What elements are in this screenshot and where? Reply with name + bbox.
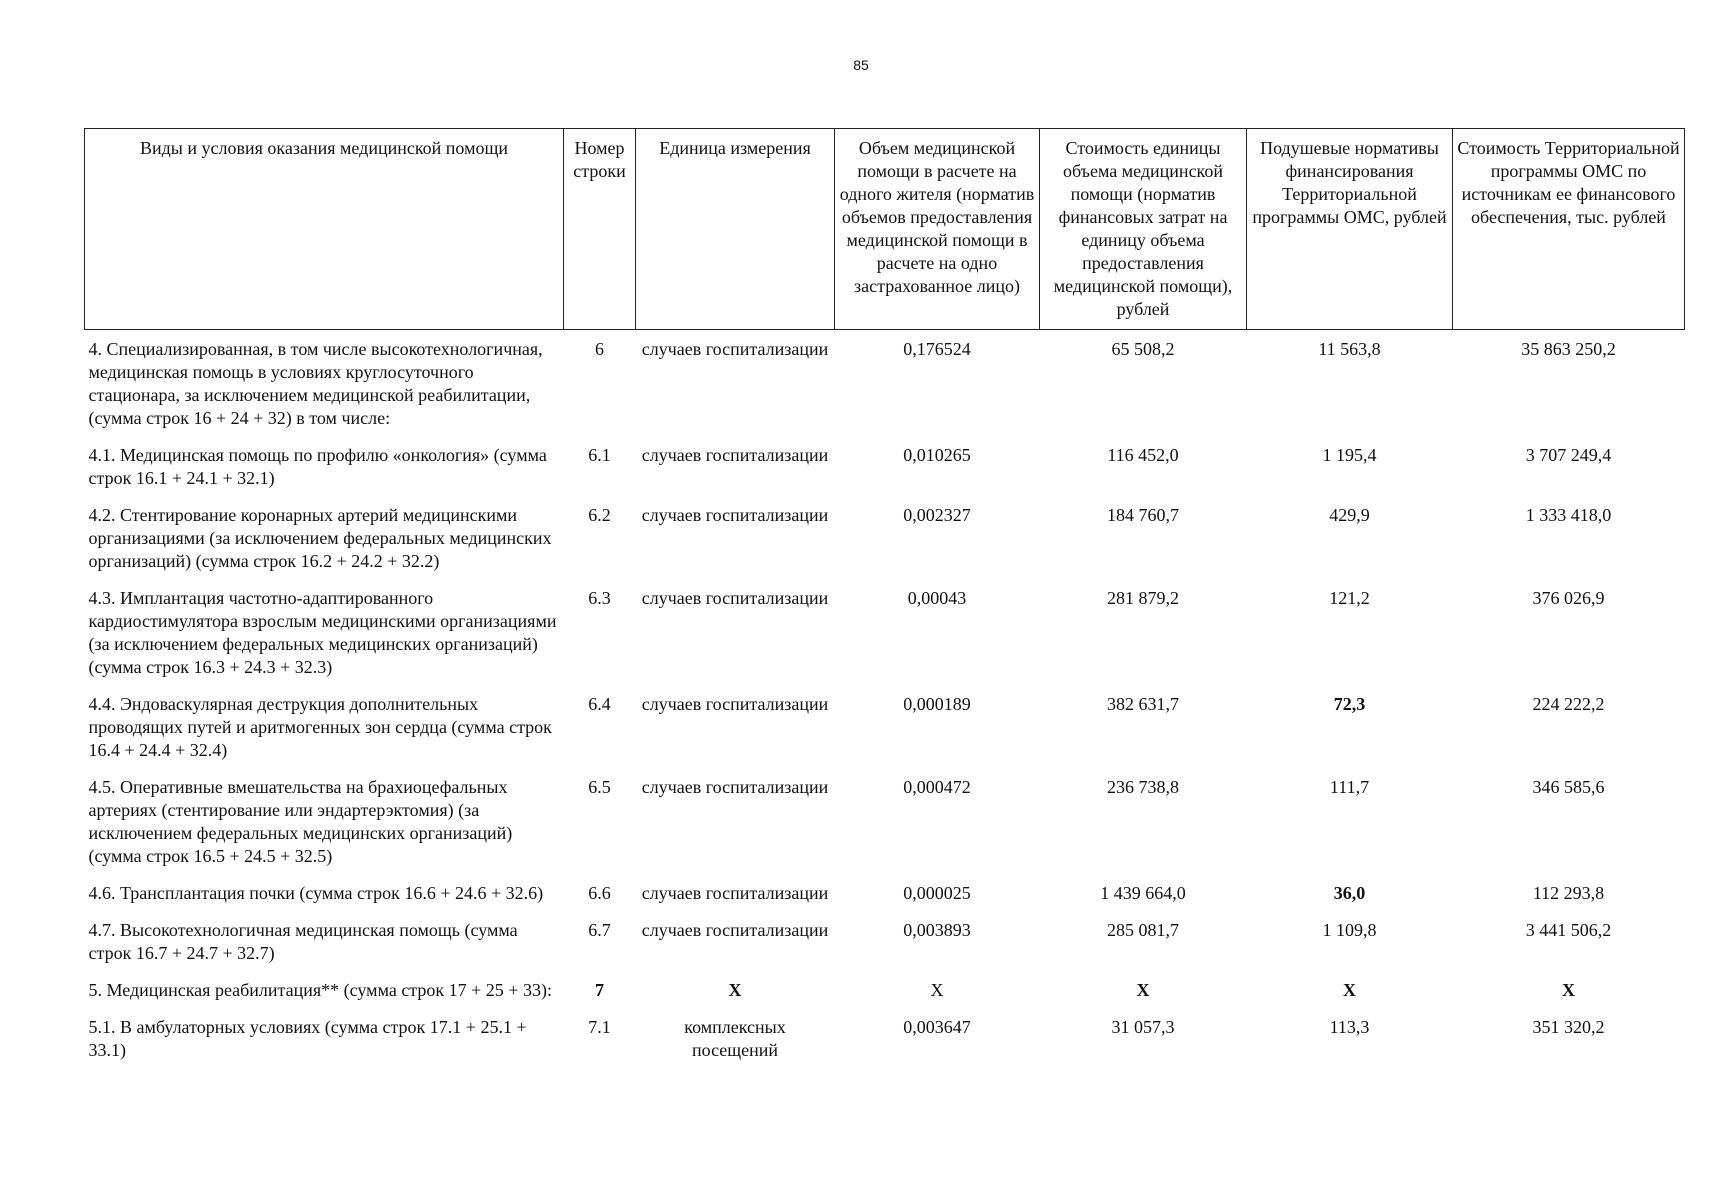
table-row xyxy=(85,979,1685,1016)
financing-table xyxy=(84,128,1685,1076)
row-cost: 184 760,7 xyxy=(1107,505,1179,525)
row-per-capita: 11 563,8 xyxy=(1318,339,1381,359)
header-unit-cost: Стоимость единицы объема медицинской помощи (норматив финансовых затрат на единицу объема предоставления медицинской помощи), рублей xyxy=(1040,129,1247,330)
row-cost: 285 081,7 xyxy=(1107,920,1179,940)
header-row-number: Номер строки xyxy=(564,129,636,330)
table-row xyxy=(85,919,1685,979)
row-name: 5.1. В амбулаторных условиях (сумма строк 17.1 + 25.1 + 33.1) xyxy=(88,1017,527,1060)
row-per-capita: Х xyxy=(1343,980,1356,1000)
row-volume: Х xyxy=(930,980,944,1000)
row-total: 35 863 250,2 xyxy=(1521,339,1616,359)
row-total: 351 320,2 xyxy=(1532,1017,1605,1037)
row-name: 4.4. Эндоваскулярная деструкция дополнительных проводящих путей и аритмогенных зон сердца (сумма строк 16.4 + 24.4 + 32.4) xyxy=(88,694,552,760)
row-unit: случаев госпитализации xyxy=(641,777,829,797)
row-per-capita: 72,3 xyxy=(1333,694,1366,714)
row-name: 5. Медицинская реабилитация** (сумма строк 17 + 25 + 33): xyxy=(88,980,552,1000)
row-cost: 236 738,8 xyxy=(1107,777,1179,797)
row-name: 4.6. Трансплантация почки (сумма строк 16.6 + 24.6 + 32.6) xyxy=(88,883,544,903)
row-cost: 281 879,2 xyxy=(1107,588,1179,608)
row-number: 6.1 xyxy=(588,445,611,465)
row-total: 376 026,9 xyxy=(1532,588,1605,608)
header-per-capita: Подушевые нормативы финансирования Территориальной программы ОМС, рублей xyxy=(1247,129,1453,330)
row-name: 4.2. Стентирование коронарных артерий медицинскими организациями (за исключением федеральных медицинских организаций) (сумма строк 16.2 + 24.2 + 32.2) xyxy=(88,505,552,571)
row-name: 4.1. Медицинская помощь по профилю «онкология» (сумма строк 16.1 + 24.1 + 32.1) xyxy=(88,445,547,488)
table-row xyxy=(85,587,1685,693)
row-unit: случаев госпитализации xyxy=(641,505,829,525)
row-unit: случаев госпитализации xyxy=(641,694,829,714)
row-cost: Х xyxy=(1136,980,1150,1000)
row-per-capita: 36,0 xyxy=(1333,883,1366,903)
row-cost: 65 508,2 xyxy=(1111,339,1175,359)
row-volume: 0,000189 xyxy=(903,694,971,714)
row-cost: 382 631,7 xyxy=(1107,694,1179,714)
page-number: 85 xyxy=(853,57,869,73)
row-number: 7.1 xyxy=(588,1017,611,1037)
row-volume: 0,002327 xyxy=(903,505,971,525)
row-unit: Х xyxy=(728,980,742,1000)
row-total: 3 441 506,2 xyxy=(1525,920,1612,940)
row-name: 4.3. Имплантация частотно-адаптированного кардиостимулятора взрослым медицинскими организациями (за исключением федеральных медицинских организаций) (сумма строк 16.3 + 24.3 + 32.3) xyxy=(88,588,557,677)
header-volume: Объем медицинской помощи в расчете на одного жителя (норматив объемов предоставления медицинской помощи в расчете на одно застрахованное лицо) xyxy=(835,129,1040,330)
table-row xyxy=(85,1016,1685,1076)
row-per-capita: 121,2 xyxy=(1329,588,1370,608)
table-row xyxy=(85,444,1685,504)
row-number: 6.2 xyxy=(588,505,611,525)
row-number: 7 xyxy=(595,980,604,1000)
row-volume: 0,176524 xyxy=(903,339,971,359)
row-total: 112 293,8 xyxy=(1532,883,1605,903)
row-cost: 1 439 664,0 xyxy=(1100,883,1186,903)
row-total: 1 333 418,0 xyxy=(1525,505,1612,525)
row-number: 6.3 xyxy=(588,588,611,608)
table-row xyxy=(85,882,1685,919)
row-unit: случаев госпитализации xyxy=(641,339,829,359)
row-per-capita: 113,3 xyxy=(1329,1017,1370,1037)
table-row xyxy=(85,776,1685,882)
row-unit: случаев госпитализации xyxy=(641,588,829,608)
row-volume: 0,010265 xyxy=(903,445,971,465)
row-cost: 116 452,0 xyxy=(1107,445,1179,465)
row-per-capita: 1 109,8 xyxy=(1322,920,1377,940)
row-number: 6 xyxy=(595,339,604,359)
header-unit: Единица измерения xyxy=(636,129,835,330)
row-per-capita: 111,7 xyxy=(1329,777,1370,797)
row-unit: случаев госпитализации xyxy=(641,445,829,465)
row-total: 3 707 249,4 xyxy=(1525,445,1612,465)
row-per-capita: 1 195,4 xyxy=(1322,445,1377,465)
row-total: 346 585,6 xyxy=(1532,777,1605,797)
row-unit: случаев госпитализации xyxy=(641,883,829,903)
table-header-row xyxy=(85,129,1685,330)
row-number: 6.4 xyxy=(588,694,611,714)
header-program-cost: Стоимость Территориальной программы ОМС по источникам ее финансового обеспечения, тыс. рублей xyxy=(1453,129,1685,330)
row-volume: 0,000025 xyxy=(903,883,971,903)
row-total: 224 222,2 xyxy=(1532,694,1605,714)
row-number: 6.7 xyxy=(588,920,611,940)
row-number: 6.5 xyxy=(588,777,611,797)
header-care-type: Виды и условия оказания медицинской помощи xyxy=(85,129,564,330)
table-row xyxy=(85,330,1685,445)
row-unit: комплексных посещений xyxy=(684,1017,786,1060)
row-name: 4. Специализированная, в том числе высокотехнологичная, медицинская помощь в условиях круглосуточного стационара, за исключением медицинской реабилитации, (сумма строк 16 + 24 + 32) в том числе: xyxy=(88,339,543,428)
table-row xyxy=(85,504,1685,587)
row-number: 6.6 xyxy=(588,883,611,903)
row-volume: 0,003647 xyxy=(903,1017,971,1037)
row-volume: 0,000472 xyxy=(903,777,971,797)
row-total: Х xyxy=(1562,980,1575,1000)
table-row xyxy=(85,693,1685,776)
row-unit: случаев госпитализации xyxy=(641,920,829,940)
row-per-capita: 429,9 xyxy=(1329,505,1370,525)
row-name: 4.7. Высокотехнологичная медицинская помощь (сумма строк 16.7 + 24.7 + 32.7) xyxy=(88,920,518,963)
row-volume: 0,00043 xyxy=(907,588,967,608)
row-name: 4.5. Оперативные вмешательства на брахиоцефальных артериях (стентирование или эндартерэктомия) (за исключением федеральных медицинских организаций) (сумма строк 16.5 + 24.5 + 32.5) xyxy=(88,777,513,866)
row-cost: 31 057,3 xyxy=(1111,1017,1175,1037)
row-volume: 0,003893 xyxy=(903,920,971,940)
